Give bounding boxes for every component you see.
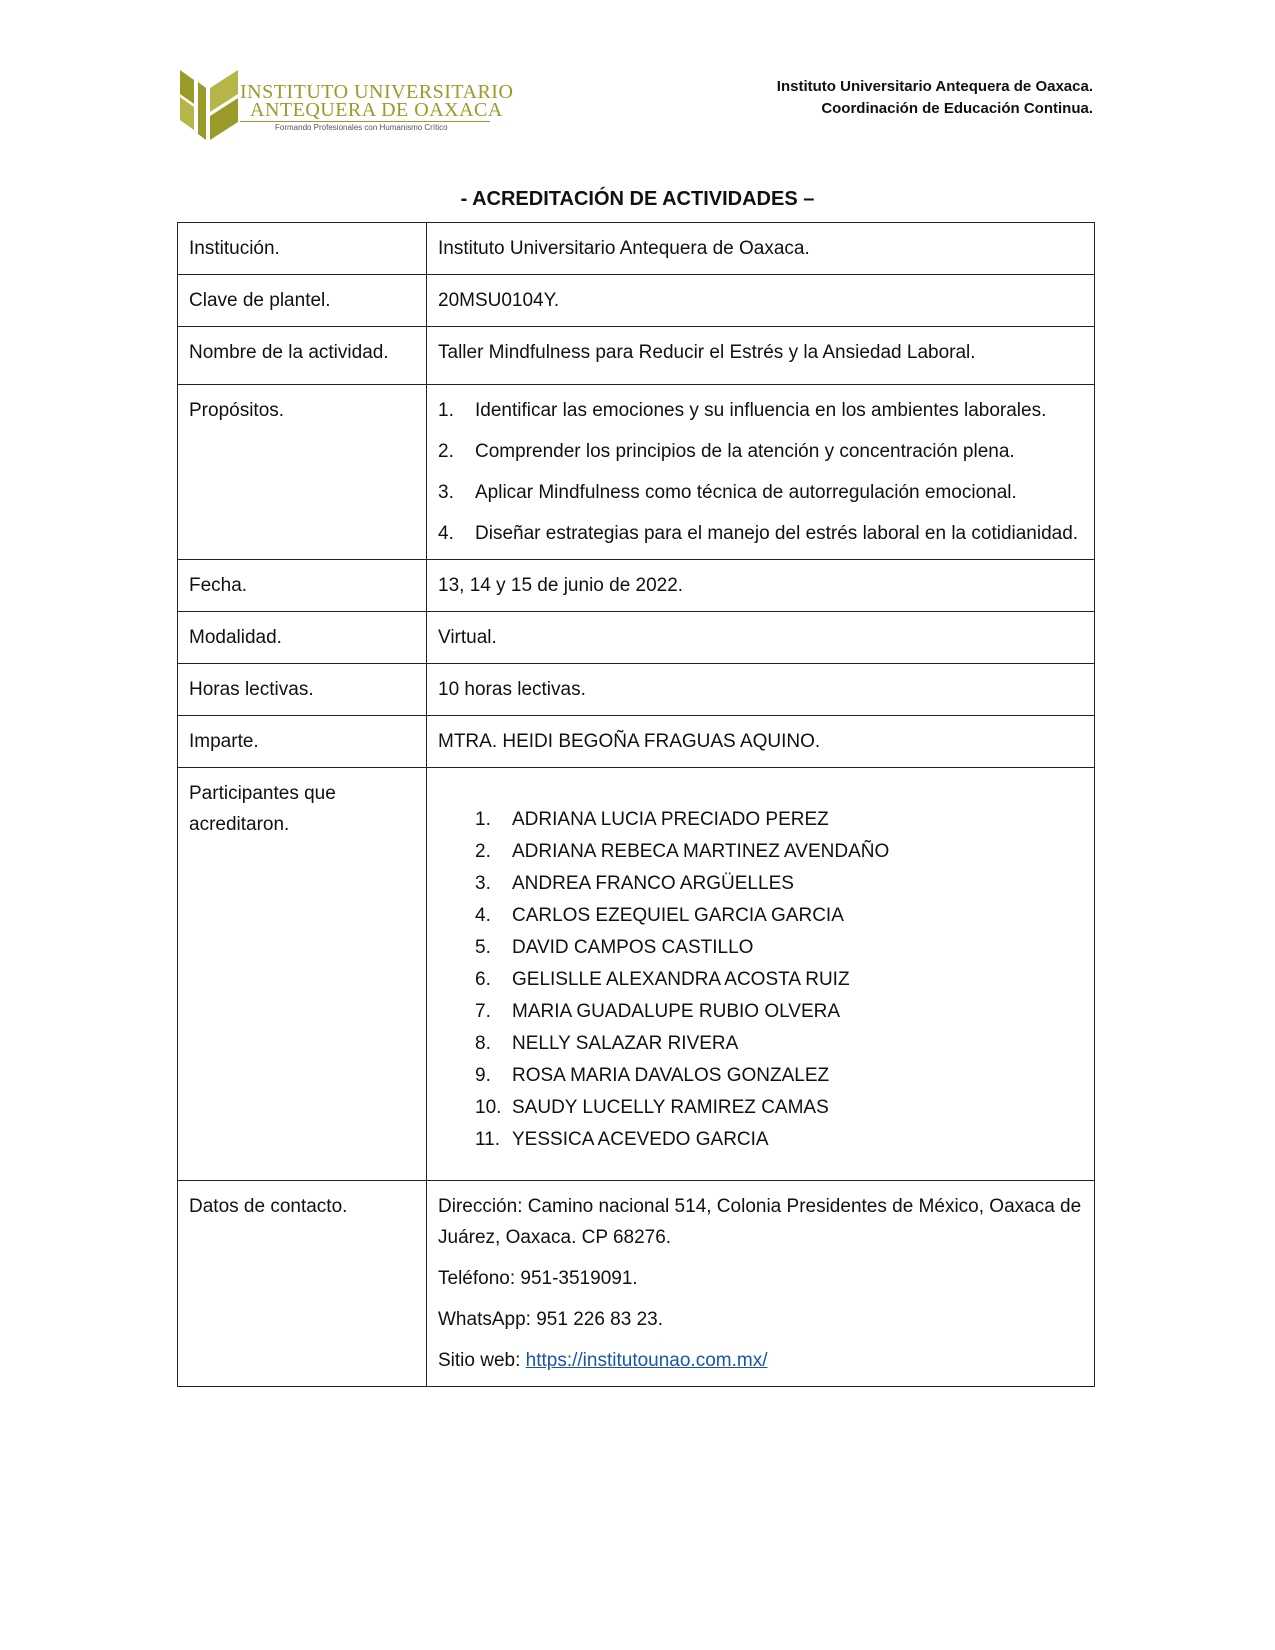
- list-item: [475, 1028, 1083, 1060]
- row-label: Clave de plantel.: [178, 275, 427, 327]
- row-label: Modalidad.: [178, 612, 427, 664]
- logo-line-2: ANTEQUERA DE OAXACA: [250, 99, 503, 121]
- accreditation-table: [177, 222, 1095, 1387]
- table-row: [178, 560, 1095, 612]
- list-number: 10.: [475, 1097, 502, 1118]
- table-row: [178, 223, 1095, 275]
- row-label: Propósitos.: [178, 385, 427, 560]
- list-number: 6.: [475, 969, 491, 990]
- list-number: 2.: [438, 441, 454, 462]
- row-label: Institución.: [178, 223, 427, 275]
- list-number: 1.: [438, 400, 454, 421]
- row-label: Imparte.: [178, 716, 427, 768]
- participant-name: NELLY SALAZAR RIVERA: [512, 1033, 739, 1054]
- list-item: [475, 836, 1083, 868]
- header-block: [777, 76, 1093, 120]
- row-label: Participantes que acreditaron.: [178, 768, 427, 1181]
- row-value: Instituto Universitario Antequera de Oaxaca.: [427, 223, 1095, 275]
- purposes-list: [438, 395, 1083, 549]
- logo-emblem-icon: [180, 70, 238, 142]
- website-label: Sitio web:: [438, 1350, 526, 1371]
- website-link[interactable]: https://institutounao.com.mx/: [525, 1350, 768, 1371]
- list-item: [475, 804, 1083, 836]
- list-text: Diseñar estrategias para el manejo del estrés laboral en la cotidianidad.: [475, 523, 1079, 544]
- table-row: [178, 327, 1095, 385]
- contact-whatsapp: WhatsApp: 951 226 83 23.: [438, 1309, 663, 1330]
- row-value: 10 horas lectivas.: [427, 664, 1095, 716]
- list-number: 5.: [475, 937, 491, 958]
- participant-name: ADRIANA LUCIA PRECIADO PEREZ: [512, 809, 829, 830]
- logo-tagline: Formando Profesionales con Humanismo Crítico: [275, 123, 448, 132]
- logo-line-1: INSTITUTO UNIVERSITARIO: [240, 81, 514, 103]
- list-item: [475, 1092, 1083, 1124]
- list-item: [438, 477, 1083, 508]
- list-number: 4.: [475, 905, 491, 926]
- participant-name: ROSA MARIA DAVALOS GONZALEZ: [512, 1065, 830, 1086]
- participant-name: DAVID CAMPOS CASTILLO: [512, 937, 754, 958]
- participant-name: GELISLLE ALEXANDRA ACOSTA RUIZ: [512, 969, 850, 990]
- row-value: MTRA. HEIDI BEGOÑA FRAGUAS AQUINO.: [427, 716, 1095, 768]
- list-text: Identificar las emociones y su influencia en los ambientes laborales.: [475, 400, 1047, 421]
- participant-name: MARIA GUADALUPE RUBIO OLVERA: [512, 1001, 841, 1022]
- table-row: [178, 768, 1095, 1181]
- contact-address: Dirección: Camino nacional 514, Colonia Presidentes de México, Oaxaca de Juárez, Oaxaca. CP 68276.: [438, 1196, 1082, 1248]
- participant-name: ADRIANA REBECA MARTINEZ AVENDAÑO: [512, 841, 890, 862]
- list-number: 8.: [475, 1033, 491, 1054]
- list-item: [475, 868, 1083, 900]
- table-row: [178, 385, 1095, 560]
- header-institution: Instituto Universitario Antequera de Oaxaca.: [776, 78, 1093, 95]
- list-item: [438, 395, 1083, 426]
- participants-cell: [427, 768, 1095, 1181]
- participants-list: [438, 778, 1083, 1170]
- participant-name: YESSICA ACEVEDO GARCIA: [512, 1129, 769, 1150]
- list-number: 9.: [475, 1065, 491, 1086]
- participant-name: SAUDY LUCELLY RAMIREZ CAMAS: [512, 1097, 829, 1118]
- row-label: Horas lectivas.: [178, 664, 427, 716]
- list-text: Comprender los principios de la atención y concentración plena.: [475, 441, 1015, 462]
- participant-name: CARLOS EZEQUIEL GARCIA GARCIA: [512, 905, 844, 926]
- contact-cell: [427, 1181, 1095, 1387]
- institute-logo: [180, 70, 514, 150]
- row-value: 13, 14 y 15 de junio de 2022.: [427, 560, 1095, 612]
- list-item: [475, 964, 1083, 996]
- row-label: Datos de contacto.: [178, 1181, 427, 1387]
- table-row: [178, 716, 1095, 768]
- row-value: 20MSU0104Y.: [427, 275, 1095, 327]
- header-department: Coordinación de Educación Continua.: [821, 100, 1093, 117]
- list-number: 3.: [475, 873, 491, 894]
- list-number: 7.: [475, 1001, 491, 1022]
- list-item: [475, 900, 1083, 932]
- list-number: 2.: [475, 841, 491, 862]
- row-value: Taller Mindfulness para Reducir el Estrés y la Ansiedad Laboral.: [427, 327, 1095, 385]
- list-number: 3.: [438, 482, 454, 503]
- table-row: [178, 1181, 1095, 1387]
- page-title: - ACREDITACIÓN DE ACTIVIDADES –: [460, 188, 815, 210]
- list-item: [438, 436, 1083, 467]
- table-row: [178, 664, 1095, 716]
- logo-rule: [240, 121, 490, 122]
- list-number: 4.: [438, 523, 454, 544]
- contact-phone: Teléfono: 951-3519091.: [438, 1268, 638, 1289]
- list-item: [475, 996, 1083, 1028]
- list-item: [475, 1060, 1083, 1092]
- table-row: [178, 275, 1095, 327]
- list-item: [475, 1124, 1083, 1156]
- contact-website: [438, 1345, 1083, 1376]
- list-item: [475, 932, 1083, 964]
- list-number: 1.: [475, 809, 491, 830]
- purposes-cell: [427, 385, 1095, 560]
- list-number: 11.: [475, 1129, 501, 1150]
- participant-name: ANDREA FRANCO ARGÜELLES: [512, 873, 794, 894]
- table-row: [178, 612, 1095, 664]
- row-value: Virtual.: [427, 612, 1095, 664]
- list-item: [438, 518, 1083, 549]
- row-label: Nombre de la actividad.: [178, 327, 427, 385]
- row-label: Fecha.: [178, 560, 427, 612]
- list-text: Aplicar Mindfulness como técnica de autorregulación emocional.: [475, 482, 1017, 503]
